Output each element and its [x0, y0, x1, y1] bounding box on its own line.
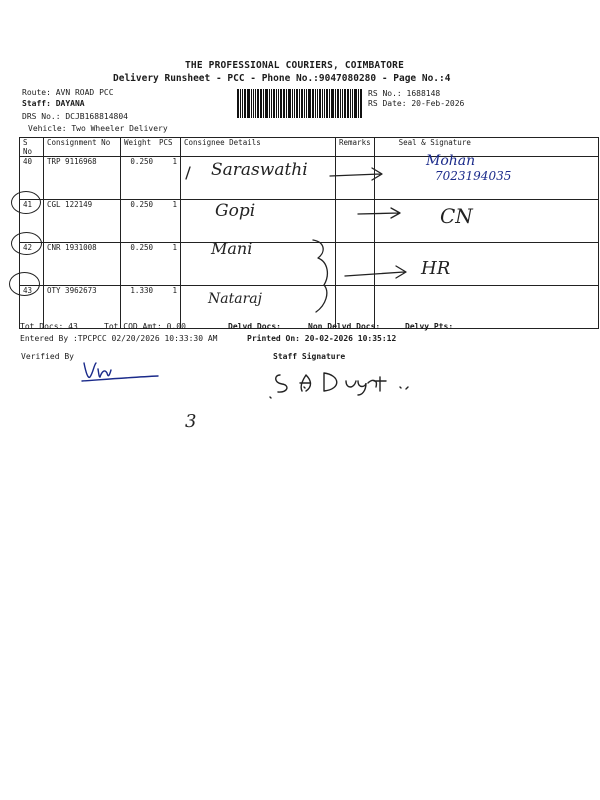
col-header-consignment: Consignment No [44, 138, 121, 157]
col-header-seal: Seal & Signature [374, 138, 598, 157]
staff-signature-label: Staff Signature [273, 352, 346, 361]
entered-by: Entered By :TPCPCC 02/20/2026 10:33:30 AM [20, 334, 218, 343]
bracket-icon [313, 240, 327, 312]
col-header-consignee: Consignee Details [181, 138, 336, 157]
col-header-pcs: PCS [156, 138, 181, 157]
row-pcs: 1 [156, 286, 181, 329]
page-mark: 3 [185, 411, 197, 432]
verified-by-label: Verified By [21, 352, 74, 361]
handwritten-consignee: Saraswathi [211, 160, 308, 180]
handwritten-marks [0, 0, 600, 330]
staff-label: Staff: DAYANA [22, 99, 85, 108]
col-header-sno: S No [20, 138, 44, 157]
row-sno: 43 [20, 286, 44, 329]
row-pcs: 1 [156, 200, 181, 243]
total-cod: Tot COD Amt: 0.00 [104, 322, 186, 331]
col-header-weight: Weight [121, 138, 157, 157]
vehicle-label: Vehicle: Two Wheeler Delivery [28, 124, 168, 133]
route-label: Route: AVN ROAD PCC [22, 88, 114, 97]
handwritten-consignee: Mani [211, 239, 253, 258]
row-consignment: CNR 1931008 [44, 243, 121, 286]
handwritten-signature: CN [440, 204, 473, 228]
rs-number: RS No.: 1688148 [368, 89, 441, 98]
verifier-signature [80, 355, 190, 395]
row-consignment: OTY 3962673 [44, 286, 121, 329]
col-header-remarks: Remarks [336, 138, 375, 157]
row-consignment: TRP 9116968 [44, 157, 121, 200]
non-delivered-docs: Non Delvd Docs: [308, 322, 381, 331]
arrow-icon [330, 168, 382, 180]
delivered-docs: Delvd Docs: [228, 322, 281, 331]
row-sno: 42 [20, 243, 44, 286]
arrow-icon [358, 208, 400, 218]
staff-signature [262, 365, 422, 405]
runsheet-subtitle: Delivery Runsheet - PCC - Phone No.:9047080280 - Page No.:4 [113, 73, 451, 84]
handwritten-signature: HR [421, 258, 451, 279]
total-docs: Tot Docs: 43 [20, 322, 78, 331]
row-weight: 1.330 [121, 286, 157, 329]
row-pcs: 1 [156, 157, 181, 200]
arrow-icon [345, 266, 406, 278]
row-consignment: CGL 122149 [44, 200, 121, 243]
handwritten-consignee: Gopi [215, 201, 256, 221]
row-pcs: 1 [156, 243, 181, 286]
row-sno: 40 [20, 157, 44, 200]
handwritten-signature: Mohan [426, 153, 476, 169]
row-weight: 0.250 [121, 243, 157, 286]
tick-mark [186, 167, 190, 179]
handwritten-consignee: Nataraj [208, 291, 262, 307]
delivery-points: Delvy Pts: [405, 322, 454, 331]
drs-number: DRS No.: DCJB168814804 [22, 112, 128, 121]
row-sno: 41 [20, 200, 44, 243]
printed-on: Printed On: 20-02-2026 10:35:12 [247, 334, 397, 343]
handwritten-phone: 7023194035 [435, 169, 512, 183]
row-weight: 0.250 [121, 200, 157, 243]
row-weight: 0.250 [121, 157, 157, 200]
company-title: THE PROFESSIONAL COURIERS, COIMBATORE [185, 60, 405, 71]
rs-date: RS Date: 20-Feb-2026 [368, 99, 465, 108]
